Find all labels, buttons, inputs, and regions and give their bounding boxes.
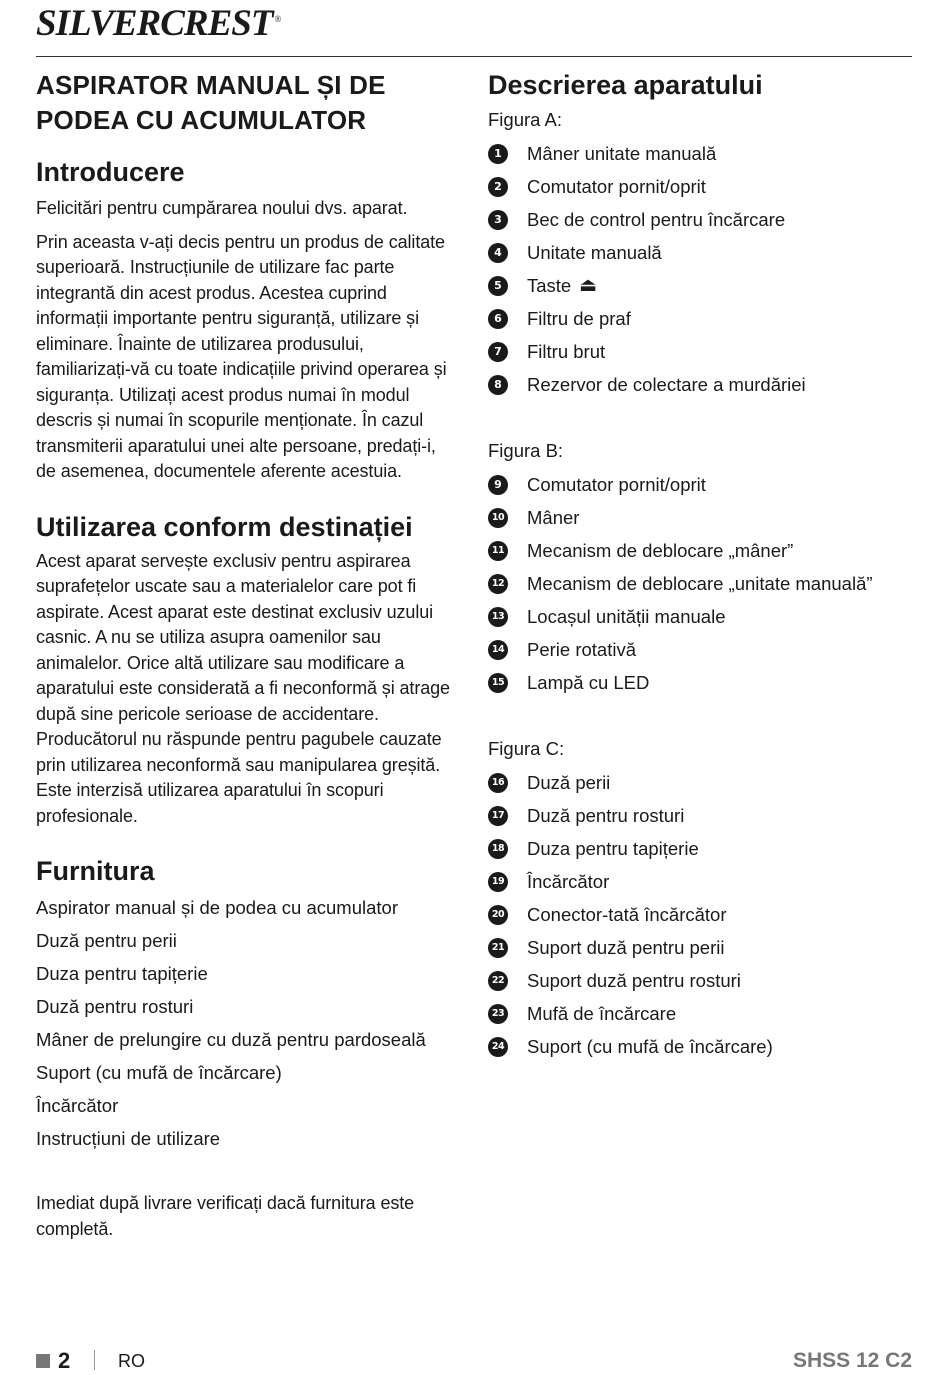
- usage-heading: Utilizarea conform destinației: [36, 511, 413, 542]
- list-item: [488, 468, 918, 501]
- intro-paragraph-2: Prin aceasta v-ați decis pentru un produs de calitate superioară. Instrucțiunile de utilizare fac parte integrantă din acest produs. Acestea cuprind informații importante pentru siguranță, utilizare și eliminare. Înainte de utilizarea produsului, familiarizați-vă cu toate indicațiile privind operarea și siguranța. Utilizați acest produs numai în modul descris și numai în scopurile menționate. În cazul transmiterii aparatului unei alte persoane, predați-i, de asemenea, documentele aferente acestuia.: [36, 231, 447, 481]
- item-label: Unitate manuală: [527, 241, 662, 263]
- usage-paragraph-1: Acest aparat servește exclusiv pentru aspirarea suprafețelor uscate sau a materialelor care pot fi aspirate. Acest aparat este destinat exclusiv uzului casnic. A nu se utiliza asupra oamenilor sau animalelor. Orice altă utilizare sau modificare a aparatului este considerată a fi neconformă și atrage după sine pericole serioase de accidentare. Producătorul nu răspunde pentru pagubele cauzate prin utilizarea neconformă sau manipularea greșită.: [36, 550, 450, 775]
- item-label: Suport duză pentru perii: [527, 936, 725, 958]
- list-item: [488, 368, 918, 401]
- document-title: ASPIRATOR MANUAL ȘI DE PODEA CU ACUMULATOR: [36, 70, 386, 135]
- registered-mark: ®: [274, 14, 281, 24]
- item-number: 5: [488, 276, 508, 296]
- figure-b-label: Figura B:: [488, 440, 564, 461]
- item-number: 20: [488, 905, 508, 925]
- item-number: 7: [488, 342, 508, 362]
- item-number: 19: [488, 872, 508, 892]
- item-label: Mecanism de deblocare „mâner”: [527, 539, 794, 561]
- item-number: 23: [488, 1004, 508, 1024]
- item-label: Lampă cu LED: [527, 671, 650, 693]
- list-item: [488, 137, 918, 170]
- header-rule: [36, 56, 912, 57]
- item-label: Rezervor de colectare a murdăriei: [527, 373, 806, 395]
- list-item: [488, 236, 918, 269]
- item-label: Mâner unitate manuală: [527, 142, 717, 164]
- item-number: 4: [488, 243, 508, 263]
- item-label: Locașul unității manuale: [527, 605, 726, 627]
- intro-heading: Introducere: [36, 157, 185, 187]
- item-number: 6: [488, 309, 508, 329]
- list-item: [488, 666, 918, 699]
- item-label: Duză perii: [527, 771, 611, 793]
- item-number: 24: [488, 1037, 508, 1057]
- list-item: [488, 203, 918, 236]
- item-label: Taste: [527, 274, 572, 296]
- footer-square-marker: [36, 1354, 50, 1368]
- item-label: Comutator pornit/oprit: [527, 175, 706, 197]
- item-number: 14: [488, 640, 508, 660]
- list-item: [488, 600, 918, 633]
- brand-name: SILVERCREST: [36, 3, 273, 44]
- list-item: [488, 799, 918, 832]
- list-item: [488, 766, 918, 799]
- list-item: Instrucțiuni de utilizare: [36, 1128, 221, 1149]
- item-label: Încărcător: [527, 870, 610, 892]
- list-item: [488, 997, 918, 1030]
- item-number: 10: [488, 508, 508, 528]
- figure-a-list: [488, 137, 918, 401]
- item-number: 8: [488, 375, 508, 395]
- list-item: [488, 269, 918, 302]
- item-label: Mâner: [527, 506, 580, 528]
- eject-icon: ⏏: [579, 275, 598, 296]
- page-number: 2: [58, 1348, 71, 1373]
- item-label: Mufă de încărcare: [527, 1002, 677, 1024]
- item-number: 17: [488, 806, 508, 826]
- supply-heading: Furnitura: [36, 856, 155, 886]
- item-label: Suport duză pentru rosturi: [527, 969, 741, 991]
- item-number: 22: [488, 971, 508, 991]
- item-number: 18: [488, 839, 508, 859]
- item-label: Comutator pornit/oprit: [527, 473, 706, 495]
- item-number: 12: [488, 574, 508, 594]
- language-code: RO: [118, 1351, 145, 1371]
- item-label: Filtru de praf: [527, 307, 631, 329]
- list-item: Aspirator manual și de podea cu acumulator: [36, 897, 398, 918]
- item-label: Conector-tată încărcător: [527, 903, 727, 925]
- item-number: 15: [488, 673, 508, 693]
- list-item: Încărcător: [36, 1095, 119, 1116]
- item-label: Duza pentru tapițerie: [527, 837, 699, 859]
- figure-c-label: Figura C:: [488, 738, 565, 759]
- footer-divider: [94, 1350, 95, 1370]
- item-number: 9: [488, 475, 508, 495]
- left-column: [36, 64, 460, 1242]
- figure-c-list: [488, 766, 918, 1063]
- list-item: Mâner de prelungire cu duză pentru pardoseală: [36, 1029, 426, 1050]
- figure-b-list: [488, 468, 918, 699]
- list-item: [488, 931, 918, 964]
- item-label: Suport (cu mufă de încărcare): [527, 1035, 773, 1057]
- supply-list: [36, 891, 460, 1155]
- usage-paragraph-2: Este interzisă utilizarea aparatului în scopuri profesionale.: [36, 780, 384, 826]
- list-item: [488, 302, 918, 335]
- list-item: Duză pentru perii: [36, 930, 177, 951]
- list-item: [488, 898, 918, 931]
- figure-a-label: Figura A:: [488, 109, 563, 130]
- list-item: [488, 567, 918, 600]
- item-number: 11: [488, 541, 508, 561]
- item-number: 3: [488, 210, 508, 230]
- right-column: [488, 64, 918, 1063]
- list-item: [488, 501, 918, 534]
- list-item: [488, 170, 918, 203]
- description-heading: Descrierea aparatului: [488, 70, 763, 100]
- item-label: Bec de control pentru încărcare: [527, 208, 786, 230]
- model-number: SHSS 12 C2: [792, 1349, 912, 1372]
- list-item: [488, 832, 918, 865]
- item-label: Duză pentru rosturi: [527, 804, 685, 826]
- list-item: Duza pentru tapițerie: [36, 963, 208, 984]
- supply-note: Imediat după livrare verificați dacă furnitura este completă.: [36, 1193, 415, 1239]
- list-item: [488, 534, 918, 567]
- item-number: 21: [488, 938, 508, 958]
- list-item: [488, 1030, 918, 1063]
- list-item: [488, 633, 918, 666]
- item-number: 1: [488, 144, 508, 164]
- brand-logo: [36, 2, 280, 45]
- item-label: Mecanism de deblocare „unitate manuală”: [527, 572, 873, 594]
- item-label: Perie rotativă: [527, 638, 636, 660]
- list-item: Duză pentru rosturi: [36, 996, 194, 1017]
- intro-paragraph-1: Felicitări pentru cumpărarea noului dvs. aparat.: [36, 198, 408, 218]
- list-item: Suport (cu mufă de încărcare): [36, 1062, 282, 1083]
- list-item: [488, 964, 918, 997]
- item-number: 2: [488, 177, 508, 197]
- list-item: [488, 335, 918, 368]
- item-label: Filtru brut: [527, 340, 606, 362]
- item-number: 16: [488, 773, 508, 793]
- list-item: [488, 865, 918, 898]
- item-number: 13: [488, 607, 508, 627]
